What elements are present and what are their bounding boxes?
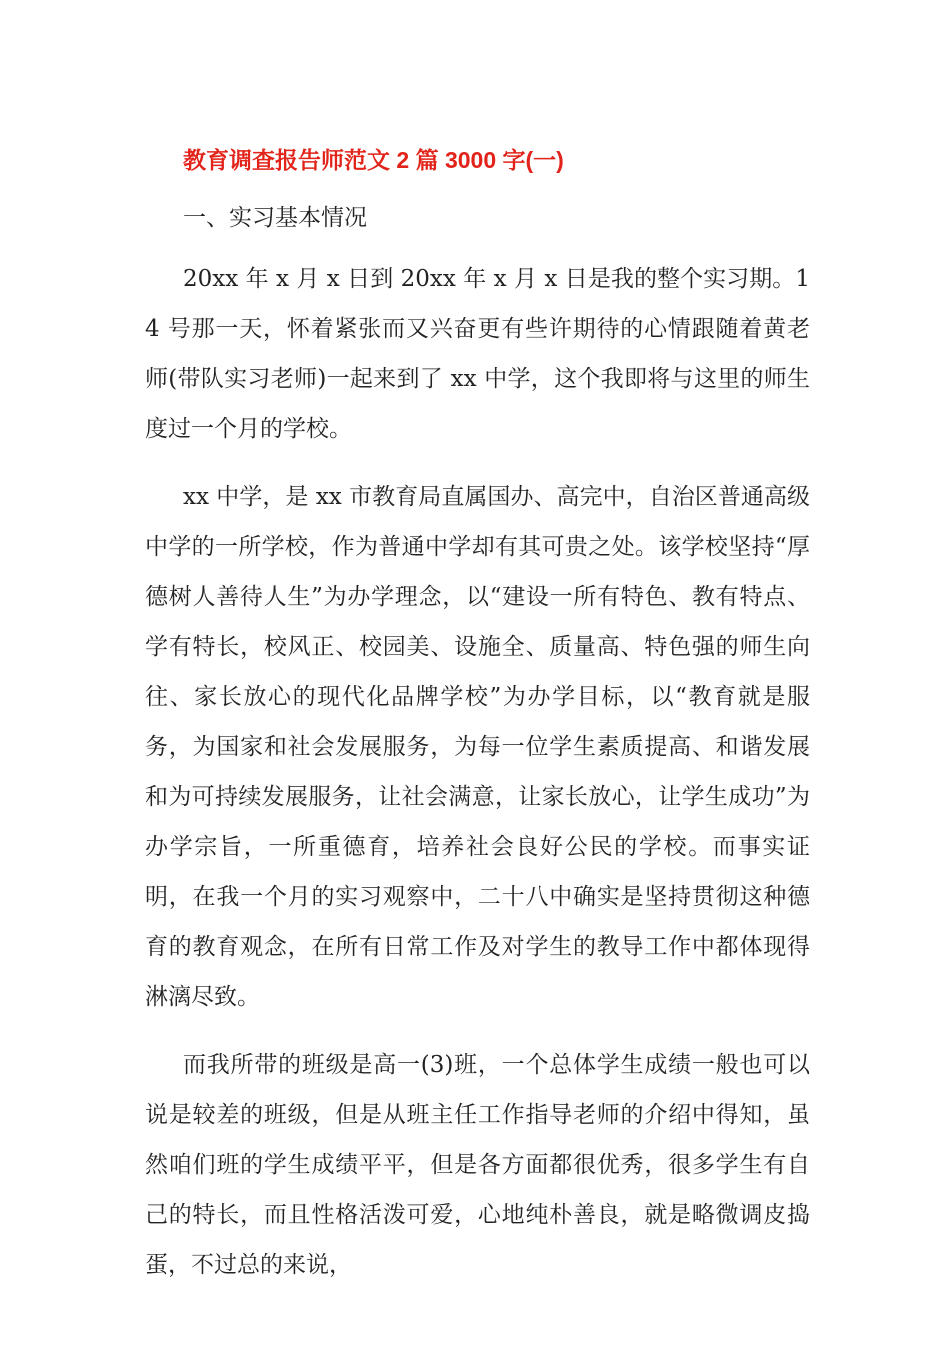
paragraph-internship-period: 20xx 年 x 月 x 日到 20xx 年 x 月 x 日是我的整个实习期。14 号那一天，怀着紧张而又兴奋更有些许期待的心情跟随着黄老师(带队实习老师)一起来到了 xx 中学，这个我即将与这里的师生度过一个月的学校。 <box>145 266 810 442</box>
paragraph-class-intro: 而我所带的班级是高一(3)班，一个总体学生成绩一般也可以说是较差的班级，但是从班主任工作指导老师的介绍中得知，虽然咱们班的学生成绩平平，但是各方面都很优秀，很多学生有自己的特长，而且性格活泼可爱，心地纯朴善良，就是略微调皮捣蛋，不过总的来说， <box>145 1052 810 1278</box>
document-body <box>145 140 810 1308</box>
paragraph-school-intro: xx 中学，是 xx 市教育局直属国办、高完中，自治区普通高级中学的一所学校，作为普通中学却有其可贵之处。该学校坚持“厚德树人善待人生”为办学理念，以“建设一所有特色、教有特点、学有特长，校风正、校园美、设施全、质量高、特色强的师生向往、家长放心的现代化品牌学校”为办学目标，以“教育就是服务，为国家和社会发展服务，为每一位学生素质提高、和谐发展和为可持续发展服务，让社会满意，让家长放心，让学生成功”为办学宗旨，一所重德育，培养社会良好公民的学校。而事实证明，在我一个月的实习观察中，二十八中确实是坚持贯彻这种德育的教育观念，在所有日常工作及对学生的教导工作中都体现得淋漓尽致。 <box>145 484 810 1010</box>
document-title: 教育调查报告师范文 2 篇 3000 字(一) <box>183 147 564 173</box>
section-heading: 一、实习基本情况 <box>183 205 367 231</box>
